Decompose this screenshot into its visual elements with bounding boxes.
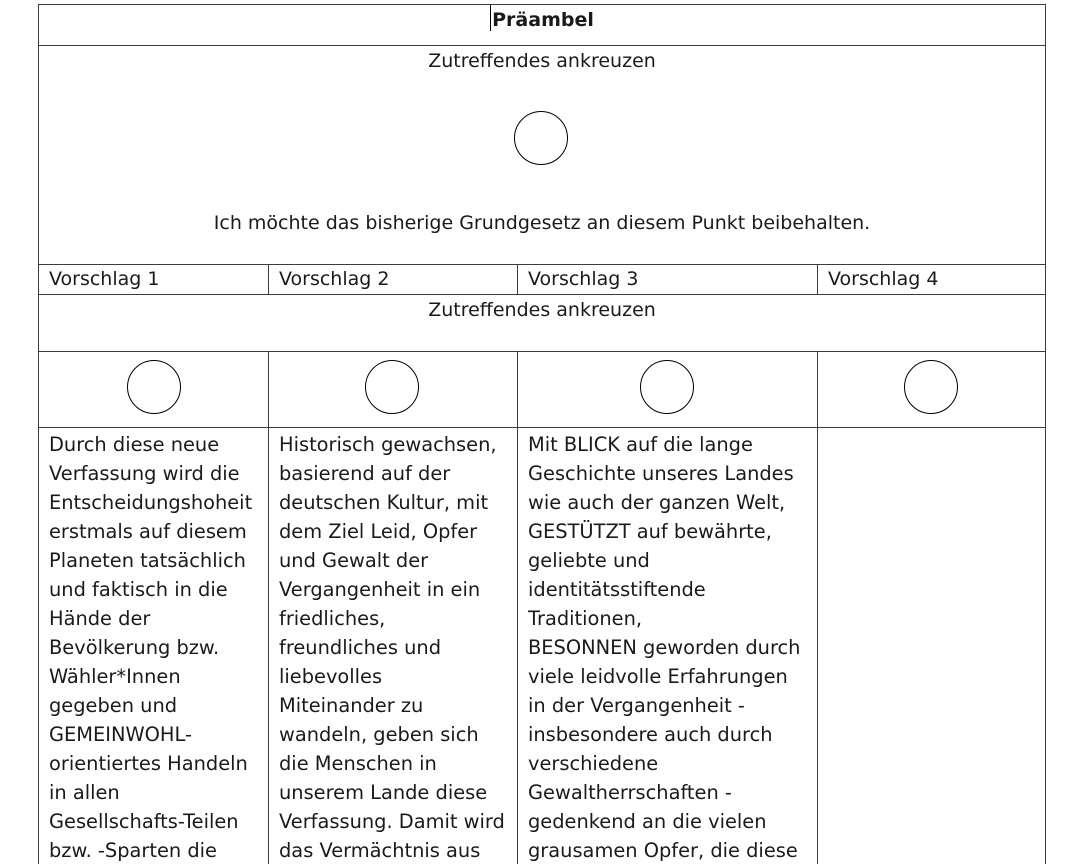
proposal-text-line: wie auch der ganzen Welt, — [528, 491, 786, 514]
proposal-text-line: Geschichte unseres Landes — [528, 462, 794, 485]
proposal-text-line: wandeln, geben sich — [279, 723, 479, 746]
proposal-text-line: Hände der — [49, 607, 151, 630]
proposal-text-line: und faktisch in die — [49, 578, 228, 601]
instruction-proposals: Zutreffendes ankreuzen — [428, 299, 656, 321]
proposal-text-line: freundliches und — [279, 636, 441, 659]
row-divider-circles — [38, 427, 1046, 428]
proposal-1-checkbox[interactable] — [127, 360, 181, 414]
proposal-text-line: und Gewalt der — [279, 549, 429, 572]
proposal-text-line: Mit BLICK auf die lange — [528, 433, 753, 456]
proposal-1-text — [39, 430, 268, 864]
instruction-top: Zutreffendes ankreuzen — [428, 50, 656, 72]
proposal-4-text — [818, 430, 1045, 864]
title-text: Präambel — [492, 9, 594, 31]
proposal-text-line: Verfassung. Damit wird — [279, 810, 505, 833]
proposal-text-line: das Vermächtnis aus — [279, 839, 481, 862]
proposal-text-line: Entscheidungshoheit — [49, 491, 253, 514]
proposal-3-text — [518, 430, 817, 864]
proposal-text-line: Miteinander zu — [279, 694, 424, 717]
proposal-text-line: Historisch gewachsen, — [279, 433, 497, 456]
row-divider-headers — [38, 294, 1046, 295]
proposal-text-line: verschiedene — [528, 752, 659, 775]
row-divider-instruction — [38, 351, 1046, 352]
proposal-text-line: die Menschen in — [279, 752, 437, 775]
proposal-header-1: Vorschlag 1 — [49, 268, 160, 290]
proposal-text-line: dem Ziel Leid, Opfer — [279, 520, 478, 543]
proposal-text-line: erstmals auf diesem — [49, 520, 247, 543]
proposal-text-line: GESTÜTZT auf bewährte, — [528, 520, 772, 543]
proposal-text-line: identitätsstiftende — [528, 578, 706, 601]
proposal-2-text — [269, 430, 517, 864]
proposal-text-line: in allen — [49, 781, 120, 804]
text-cursor — [490, 5, 491, 31]
proposal-text-line: Bevölkerung bzw. — [49, 636, 220, 659]
table-border-right — [1045, 4, 1046, 864]
proposal-text-line: gegeben und — [49, 694, 178, 717]
proposal-header-4: Vorschlag 4 — [828, 268, 939, 290]
proposal-text-line: Gesellschafts-Teilen — [49, 810, 239, 833]
proposal-3-checkbox[interactable] — [640, 360, 694, 414]
proposal-text-line: orientiertes Handeln — [49, 752, 248, 775]
proposal-text-line: Verfassung wird die — [49, 462, 240, 485]
proposal-text-line: liebevolles — [279, 665, 383, 688]
proposal-text-line: GEMEINWOHL- — [49, 723, 192, 746]
proposal-text-line: gedenkend an die vielen — [528, 810, 767, 833]
proposal-text-line: basierend auf der — [279, 462, 451, 485]
proposal-text-line: insbesondere auch durch — [528, 723, 773, 746]
proposal-4-checkbox[interactable] — [904, 360, 958, 414]
proposal-text-line: friedliches, — [279, 607, 386, 630]
proposal-text-line: Traditionen, — [528, 607, 643, 630]
keep-option-checkbox[interactable] — [514, 111, 568, 165]
proposal-header-3: Vorschlag 3 — [528, 268, 639, 290]
proposal-text-line: geliebte und — [528, 549, 650, 572]
keep-option-label: Ich möchte das bisherige Grundgesetz an diesem Punkt beibehalten. — [213, 212, 871, 234]
proposal-text-line: unserem Lande diese — [279, 781, 488, 804]
proposal-text-line: deutschen Kultur, mit — [279, 491, 489, 514]
table-title — [38, 4, 1046, 46]
proposal-text-line: Wähler*Innen — [49, 665, 181, 688]
proposal-text-line: Planeten tatsächlich — [49, 549, 246, 572]
proposal-text-line: grausamen Opfer, die diese — [528, 839, 798, 862]
proposal-2-checkbox[interactable] — [365, 360, 419, 414]
proposal-text-line: in der Vergangenheit - — [528, 694, 745, 717]
proposal-text-line: Gewaltherrschaften - — [528, 781, 732, 804]
proposal-text-line: Vergangenheit in ein — [279, 578, 481, 601]
proposal-text-line: bzw. -Sparten die — [49, 839, 217, 862]
proposal-header-2: Vorschlag 2 — [279, 268, 390, 290]
proposal-text-line: BESONNEN geworden durch — [528, 636, 801, 659]
proposal-text-line: viele leidvolle Erfahrungen — [528, 665, 788, 688]
proposal-text-line: Durch diese neue — [49, 433, 220, 456]
